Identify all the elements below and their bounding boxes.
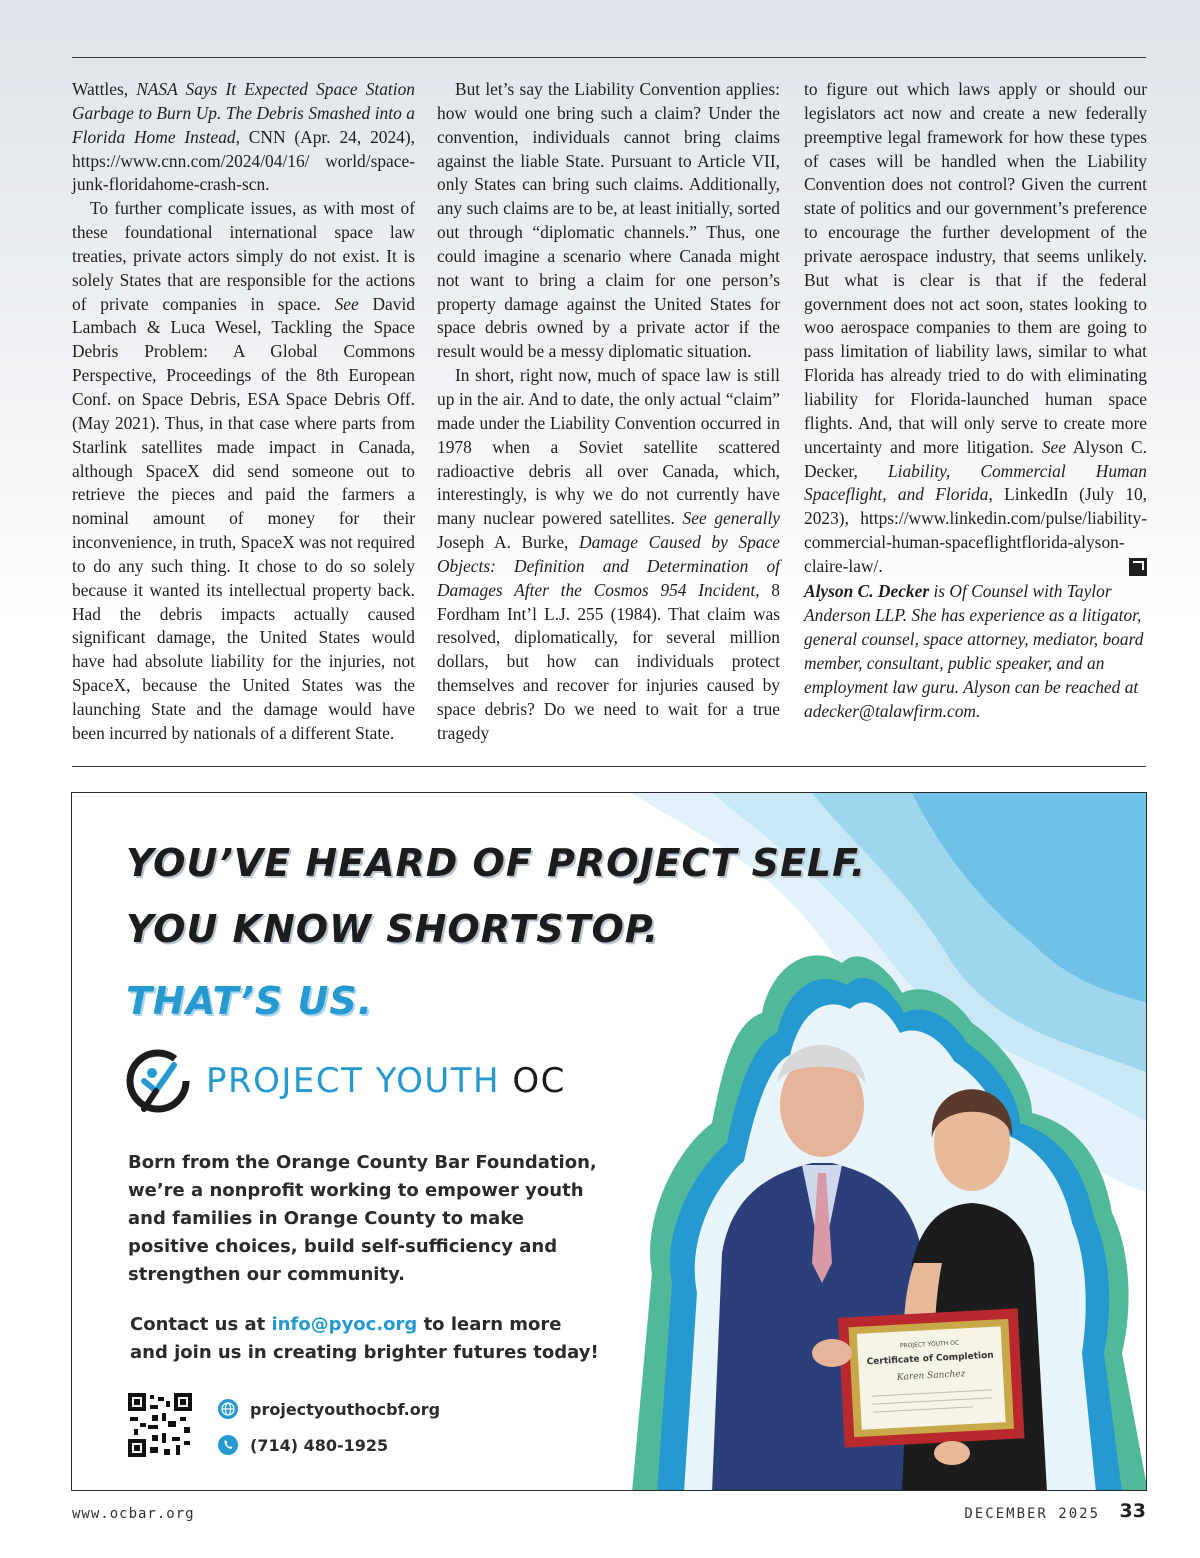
- project-youth-advertisement: [71, 792, 1147, 1491]
- svg-text:PROJECT YOUTH OC: PROJECT YOUTH OC: [899, 1339, 960, 1350]
- brand-name: PROJECT YOUTH OC: [206, 1061, 566, 1101]
- paragraph: Wattles, NASA Says It Expected Space Station Garbage to Burn Up. The Debris Smashed into a Florida Home Instead, CNN (Apr. 24, 2024), https://www.cnn.com/2024/04/16/ world/space-junk-floridahome-crash-scn.: [72, 79, 415, 195]
- section-rule: [72, 766, 1146, 767]
- author-bio: Alyson C. Decker is Of Counsel with Taylor Anderson LLP. She has experience as a litigator, general counsel, space attorney, mediator, board member, consultant, public speaker, and an employment law guru. Alyson can be reached at adecker@talawfirm.com.: [804, 580, 1144, 721]
- globe-icon: [218, 1399, 238, 1419]
- paragraph: In short, right now, much of space law is still up in the air. And to date, the only actual “claim” made under the Liability Convention occurred in 1978 when a Soviet satellite scattered radioactive debris all over Canada, which, interestingly, is why we do not currently have many nuclear powered satellites. See generally Joseph A. Burke, Damage Caused by Space Objects: Definition and Determination of Damages After the Cosmos 954 Incident, 8 Fordham Int’l L.J. 255 (1984). That claim was resolved, diplomatically, for several million dollars, but how can individuals protect themselves and recover for injuries caused by space debris? Do we need to wait for a true tragedy: [437, 365, 780, 743]
- ad-contact-text: Contact us at info@pyoc.org to learn more and join us in creating brighter futures today!: [130, 1314, 599, 1363]
- paragraph: But let’s say the Liability Convention applies: how would one bring such a claim? Under the convention, individuals cannot bring claims against the liable State. Pursuant to Article VII, only States can bring such claims. Additionally, any such claims are to be, at least initially, sorted out through “diplomatic channels.” Thus, one could imagine a scenario where Canada might not want to bring a claim for one person’s property damage against the United States for space debris owned by a private actor if the result would be a messy diplomatic situation.: [437, 79, 780, 362]
- article-column-3: [804, 78, 1147, 723]
- end-of-article-icon: [1129, 558, 1147, 576]
- article-column-2: [437, 78, 780, 746]
- svg-text:Certificate of Completion: Certificate of Completion: [866, 1350, 994, 1368]
- paragraph: to figure out which laws apply or should our legislators act now and create a new federally preemptive legal framework for how these types of cases will be handled when the Liability Convention does not control? Given the current state of politics and our government’s preference to encourage the further development of the private aerospace industry, that seems unlikely. But what is clear is that if the federal government does not act soon, states looking to woo aerospace companies to them are going to pass limitation of liability laws, similar to what Florida has already tried to do with eliminating liability for Florida-launched human space flights. And, that will only serve to create more uncertainty and more litigation. See Alyson C. Decker, Liability, Commercial Human Spaceflight, and Florida, LinkedIn (July 10, 2023), https://www.linkedin.com/pulse/liability-commercial-human-spaceflightflorida-alyson-claire-law/.: [804, 79, 1148, 576]
- paragraph: To further complicate issues, as with most of these foundational international space law treaties, private actors simply do not exist. It is solely States that are responsible for the actions of private companies in space. See David Lambach & Luca Wesel, Tackling the Space Debris Problem: A Global Commons Perspective, Proceedings of the 8th European Conf. on Space Debris, ESA Space Debris Off. (May 2021). Thus, in that case where parts from Starlink satellites made impact in Canada, although SpaceX did send someone out to retrieve the pieces and paid the farmers a nominal amount of money for their inconvenience, in truth, SpaceX was not required to do any such thing. It chose to do so solely because it wanted its intellectual property back. Had the debris impacts actually caused significant damage, the United States would have had absolute liability for the injuries, not SpaceX, because the United States was the launching State and the damage would have been incurred by nationals of a different State.: [72, 198, 415, 743]
- website-row[interactable]: [218, 1399, 440, 1419]
- qr-code[interactable]: [128, 1393, 192, 1457]
- svg-text:Karen Sanchez: Karen Sanchez: [896, 1369, 966, 1383]
- ad-headline-3: THAT’S US.: [126, 979, 374, 1023]
- ad-background-waves: [72, 793, 1147, 1491]
- project-youth-logo: [122, 1043, 566, 1119]
- page-number: 33: [1119, 1500, 1146, 1522]
- phone-row[interactable]: [218, 1435, 388, 1455]
- phone-icon: [218, 1435, 238, 1455]
- top-rule: [72, 57, 1146, 58]
- website-text: projectyouthocbf.org: [250, 1399, 441, 1419]
- ad-description: Born from the Orange County Bar Foundation, we’re a nonprofit working to empower youth and families in Orange County to make positive choices, build self-sufficiency and strengthen our community.: [128, 1152, 597, 1285]
- certificate-of-completion: [838, 1308, 1025, 1447]
- article-column-1: [72, 78, 415, 746]
- email-link[interactable]: info@pyoc.org: [271, 1314, 418, 1335]
- project-youth-logo-icon: [122, 1045, 194, 1117]
- ad-headline-1: YOU’VE HEARD OF PROJECT SELF.: [126, 841, 867, 885]
- footer-website[interactable]: www.ocbar.org: [72, 1506, 195, 1522]
- footer-issue-date: DECEMBER 2025: [964, 1506, 1100, 1522]
- phone-text: (714) 480-1925: [250, 1435, 389, 1455]
- ad-headline-2: YOU KNOW SHORTSTOP.: [126, 907, 660, 951]
